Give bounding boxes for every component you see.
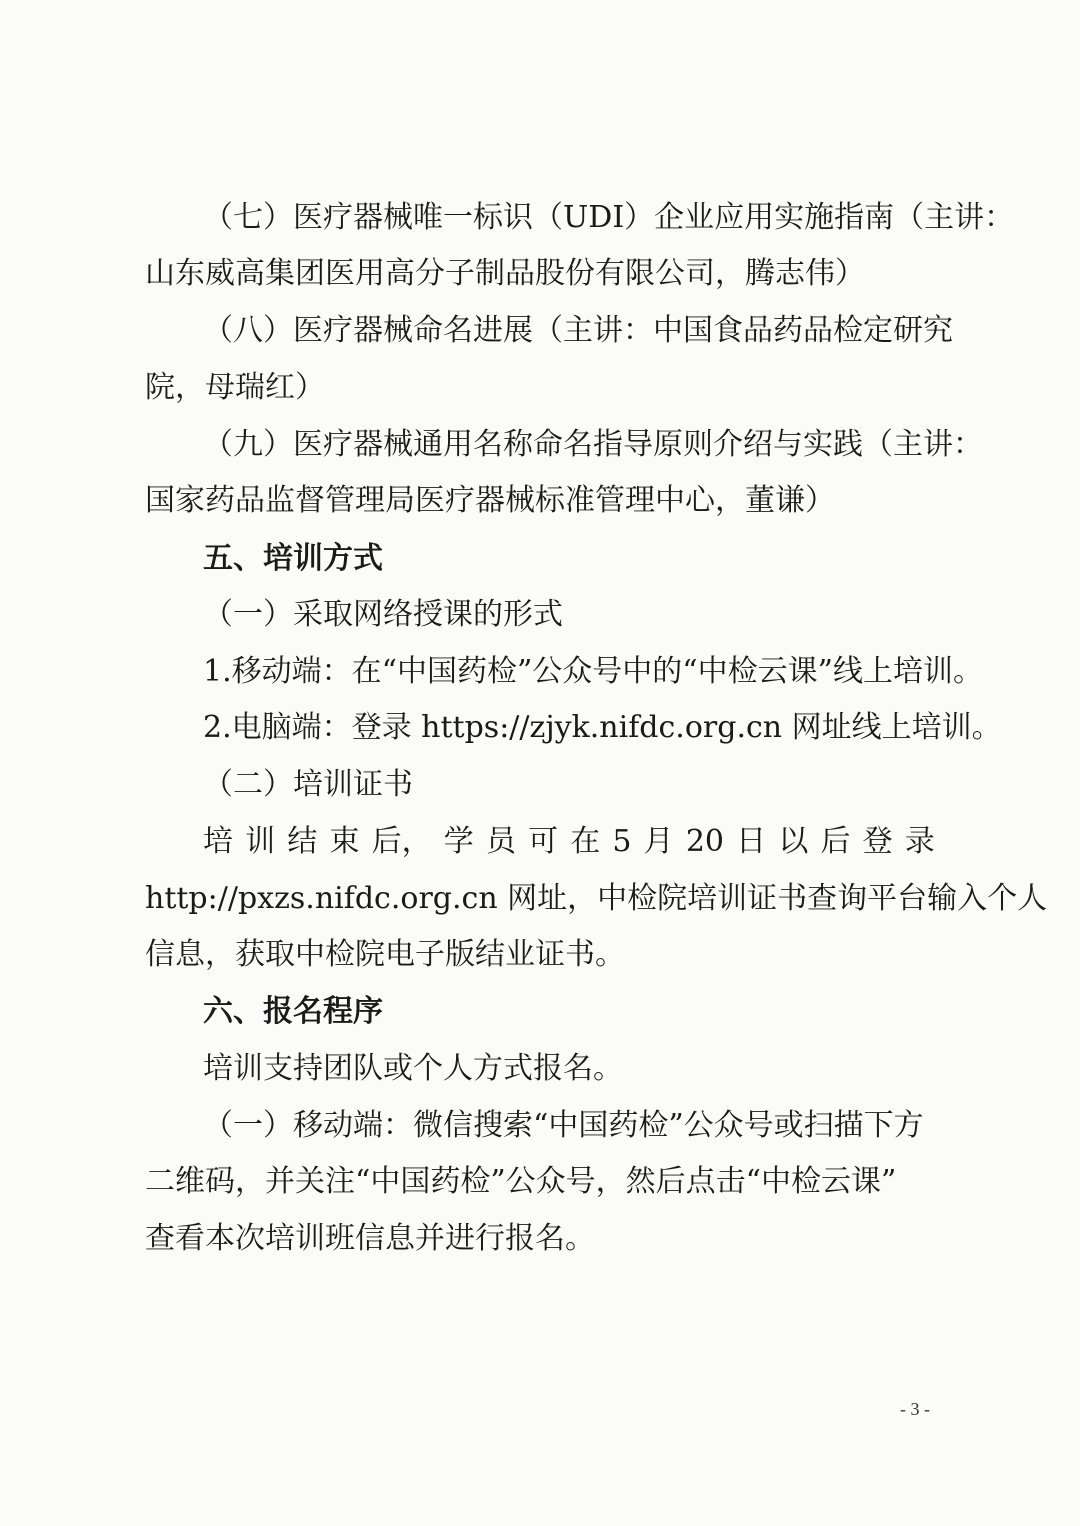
cert-word: 后， (371, 824, 432, 859)
cert-word: 可 (528, 824, 559, 859)
registration-mobile-line-3: 查看本次培训班信息并进行报名。 (145, 1221, 595, 1256)
cert-word: 以 (778, 824, 809, 859)
certificate-line-3: 信息，获取中检院电子版结业证书。 (145, 937, 625, 972)
cert-word: 月 (643, 824, 674, 859)
cert-word: 训 (245, 824, 276, 859)
item-9-line-1: （九）医疗器械通用名称命名指导原则介绍与实践（主讲： (203, 427, 983, 462)
section-6-heading: 六、报名程序 (203, 994, 383, 1029)
cert-word: 20 (685, 824, 724, 859)
pc-training-line: 2.电脑端：登录 https://zjyk.nifdc.org.cn 网址线上培训。 (203, 710, 1002, 745)
section-5-heading: 五、培训方式 (203, 541, 383, 576)
registration-intro: 培训支持团队或个人方式报名。 (203, 1051, 623, 1086)
cert-word: 日 (736, 824, 767, 859)
certificate-line-2: http://pxzs.nifdc.org.cn 网址，中检院培训证书查询平台输入个人 (145, 881, 1048, 916)
registration-mobile-line-2: 二维码，并关注“中国药检”公众号，然后点击“中检云课” (145, 1164, 897, 1199)
item-8-line-1: （八）医疗器械命名进展（主讲：中国食品药品检定研究 (203, 313, 953, 348)
cert-word: 学 (443, 824, 474, 859)
cert-word: 登 (862, 824, 893, 859)
cert-word: 后 (820, 824, 851, 859)
registration-mobile-line-1: （一）移动端：微信搜索“中国药检”公众号或扫描下方 (203, 1108, 924, 1143)
page-number: - 3 - (900, 1399, 930, 1419)
cert-word: 束 (329, 824, 360, 859)
section-5-sub-1: （一）采取网络授课的形式 (203, 597, 563, 632)
item-7-line-1: （七）医疗器械唯一标识（UDI）企业应用实施指南（主讲： (203, 200, 1015, 235)
cert-word: 在 (570, 824, 601, 859)
item-7-line-2: 山东威高集团医用高分子制品股份有限公司，腾志伟） (145, 256, 865, 291)
mobile-training-line: 1.移动端：在“中国药检”公众号中的“中检云课”线上培训。 (203, 654, 983, 689)
cert-word: 录 (904, 824, 935, 859)
item-9-line-2: 国家药品监督管理局医疗器械标准管理中心，董谦） (145, 483, 835, 518)
cert-word: 5 (612, 824, 632, 859)
cert-word: 结 (287, 824, 318, 859)
section-5-sub-2: （二）培训证书 (203, 767, 413, 802)
item-8-line-2: 院，母瑞红） (145, 370, 325, 405)
cert-word: 培 (203, 824, 233, 859)
certificate-line-1 (203, 822, 935, 862)
cert-word: 员 (485, 824, 516, 859)
